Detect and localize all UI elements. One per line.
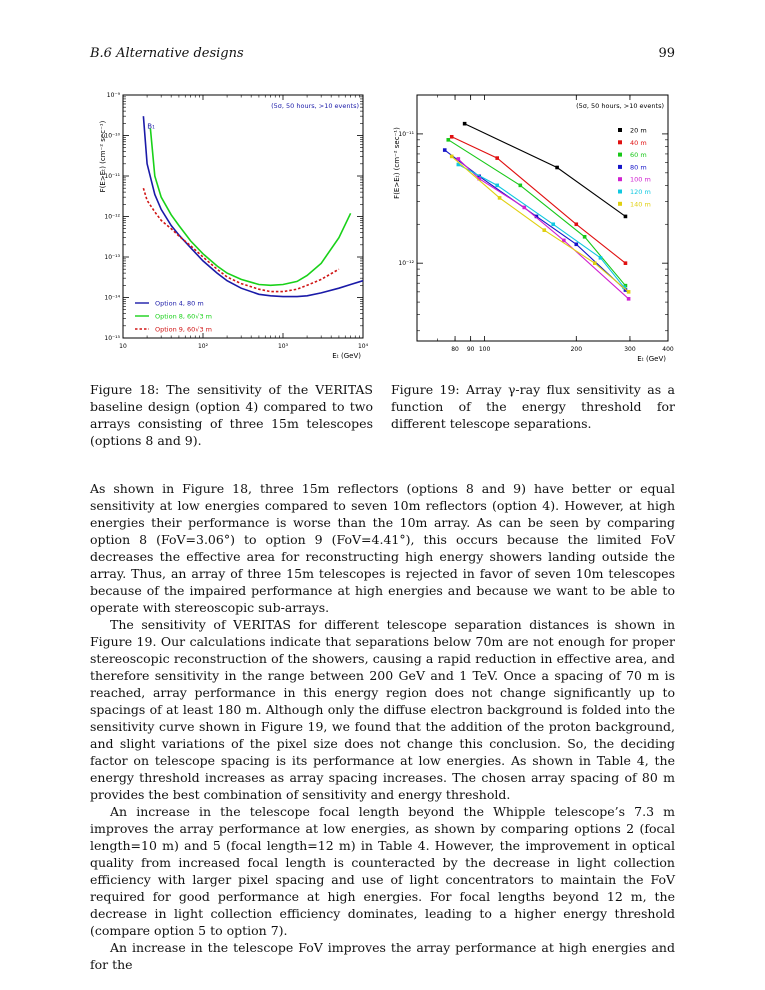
legend-label: Option 4, 80 m	[155, 299, 204, 308]
legend-marker	[618, 128, 622, 132]
legend-label: Option 9, 60√3 m	[155, 325, 212, 334]
x-tick-label: 200	[570, 346, 583, 353]
data-point-120m	[495, 184, 499, 188]
legend-marker	[618, 140, 622, 144]
chart-title: (5σ, 50 hours, >10 events)	[271, 102, 359, 110]
data-point-60m	[519, 184, 523, 188]
y-tick-label: 10⁻¹³	[104, 254, 120, 261]
figure-19-caption: Figure 19: Array γ-ray flux sensitivity as a function of the energy threshold for different telescope separations.	[391, 382, 675, 431]
y-axis-label: F(E>Eₜ) (cm⁻² sec⁻¹)	[99, 120, 107, 193]
y-tick-label: 10⁻¹⁵	[104, 335, 120, 342]
paragraph-2: The sensitivity of VERITAS for different telescope separation distances is shown in Figure 19. Our calculations indicate that separations below 70m are not enough for proper stereoscopic reconstruction of the showers, causing a rapid reduction in effective area, and therefore sensitivity in the range between 200 GeV and 1 TeV. Once a spacing of 70 m is reached, array performance in this energy region does not change significantly up to spacings of at least 180 m. Although only the diffuse electron background is folded into the sensitivity curve shown in Figure 19, we found that the addition of the proton background, and slight variations of the pixel size does not change this conclusion. So, the deciding factor on telescope spacing is its performance at low energies. As shown in Table 4, the energy threshold increases as array spacing increases. The chosen array spacing of 80 m provides the best combination of sensitivity and energy threshold.	[90, 617, 675, 802]
series-line-3	[143, 188, 339, 291]
curve-annotation: B₁	[147, 122, 155, 131]
x-tick-label: 10	[119, 343, 127, 350]
x-tick-label: 300	[624, 346, 636, 353]
paragraph-1: As shown in Figure 18, three 15m reflectors (options 8 and 9) have better or equal sensitivity at low energies compared to seven 10m reflectors (option 4). However, at high energies their performance is worse than the 10m array. As can be seen by comparing option 8 (FoV=3.06°) to option 9 (FoV=4.41°), this occurs because the limited FoV decreases the effective area for reconstructing high energy showers landing outside the array. Thus, an array of three 15m telescopes is rejected in favor of seven 10m telescopes because of the impaired performance at high energies and because we want to be able to operate with stereoscopic sub-arrays.	[90, 481, 675, 615]
data-point-40m	[624, 261, 628, 265]
x-tick-label: 10²	[197, 343, 209, 350]
legend-label: 60 m	[630, 151, 647, 160]
series-line-20m	[465, 124, 626, 217]
y-tick-label: 10⁻¹²	[104, 213, 120, 221]
data-point-100m	[457, 157, 461, 161]
data-point-60m	[446, 138, 450, 142]
body-text	[90, 480, 675, 973]
y-tick-label: 10⁻¹¹	[398, 130, 414, 138]
paragraph-3: An increase in the telescope focal length beyond the Whipple telescope’s 7.3 m improves the array performance at low energies, as shown by comparing options 2 (focal length=10 m) and 5 (focal length=12 m) in Table 4. However, the improvement in optical quality from increased focal length is counteracted by the decrease in light collection efficiency with larger pixel spacing and use of light concentrators to maintain the FoV required for good performance at high energies. For focal lengths beyond 12 m, the decrease in light collection efficiency dominates, leading to a higher energy threshold (compare option 5 to option 7).	[90, 804, 675, 938]
legend-label: Option 8, 60√3 m	[155, 312, 212, 321]
paragraph-4: An increase in the telescope FoV improves the array performance at high energies and for the	[90, 940, 675, 972]
chart-title: (5σ, 50 hours, >10 events)	[576, 102, 664, 110]
page-header	[90, 46, 675, 64]
data-point-140m	[593, 261, 597, 265]
data-point-140m	[450, 155, 454, 159]
figure-19-chart	[390, 85, 680, 365]
series-line-1	[143, 116, 363, 296]
data-point-100m	[627, 297, 631, 301]
x-tick-label: 80	[451, 346, 459, 353]
legend-label: 140 m	[630, 200, 651, 209]
section-title: B.6 Alternative designs	[90, 46, 244, 61]
x-tick-label: 90	[466, 346, 475, 353]
legend-marker	[618, 190, 622, 194]
data-point-120m	[551, 222, 555, 226]
x-tick-label: 400	[662, 346, 674, 353]
y-tick-label: 10⁻¹²	[398, 260, 414, 268]
series-line-120m	[458, 165, 624, 288]
data-point-80m	[443, 148, 447, 152]
y-tick-label: 10⁻⁹	[106, 92, 120, 99]
data-point-40m	[574, 222, 578, 226]
series-line-2	[150, 128, 350, 285]
data-point-40m	[450, 135, 454, 139]
data-point-140m	[542, 228, 546, 232]
data-point-100m	[522, 206, 526, 210]
figure-18-chart	[95, 85, 375, 365]
data-point-40m	[495, 156, 499, 160]
legend-label: 100 m	[630, 175, 651, 184]
data-point-120m	[599, 256, 603, 260]
data-point-20m	[463, 122, 467, 126]
y-axis-label: F(E>Eₜ) (cm⁻² sec⁻¹)	[393, 127, 401, 199]
data-point-140m	[627, 290, 631, 294]
data-point-60m	[583, 235, 587, 239]
x-tick-label: 10⁴	[357, 343, 369, 350]
data-point-20m	[624, 215, 628, 219]
figure-18-caption: Figure 18: The sensitivity of the VERITAS baseline design (option 4) compared to two arrays consisting of three 15m telescopes (options 8 and 9).	[90, 382, 373, 448]
legend-label: 20 m	[630, 126, 647, 135]
page-number: 99	[658, 46, 675, 61]
legend-marker	[618, 202, 622, 206]
legend-label: 120 m	[630, 188, 651, 196]
legend-label: 40 m	[630, 138, 647, 147]
legend-marker	[618, 165, 622, 169]
x-tick-label: 100	[478, 346, 491, 353]
legend-marker	[618, 153, 622, 157]
data-point-80m	[574, 242, 578, 246]
x-axis-label: Eₜ (GeV)	[637, 355, 666, 363]
y-tick-label: 10⁻¹⁴	[104, 294, 120, 302]
legend-marker	[618, 177, 622, 181]
data-point-140m	[498, 196, 502, 200]
y-tick-label: 10⁻¹¹	[104, 173, 120, 180]
data-point-20m	[555, 166, 559, 170]
y-tick-label: 10⁻¹⁰	[104, 132, 120, 140]
x-tick-label: 10³	[277, 343, 289, 350]
legend-label: 80 m	[630, 163, 647, 172]
x-axis-label: Eₜ (GeV)	[332, 352, 361, 360]
